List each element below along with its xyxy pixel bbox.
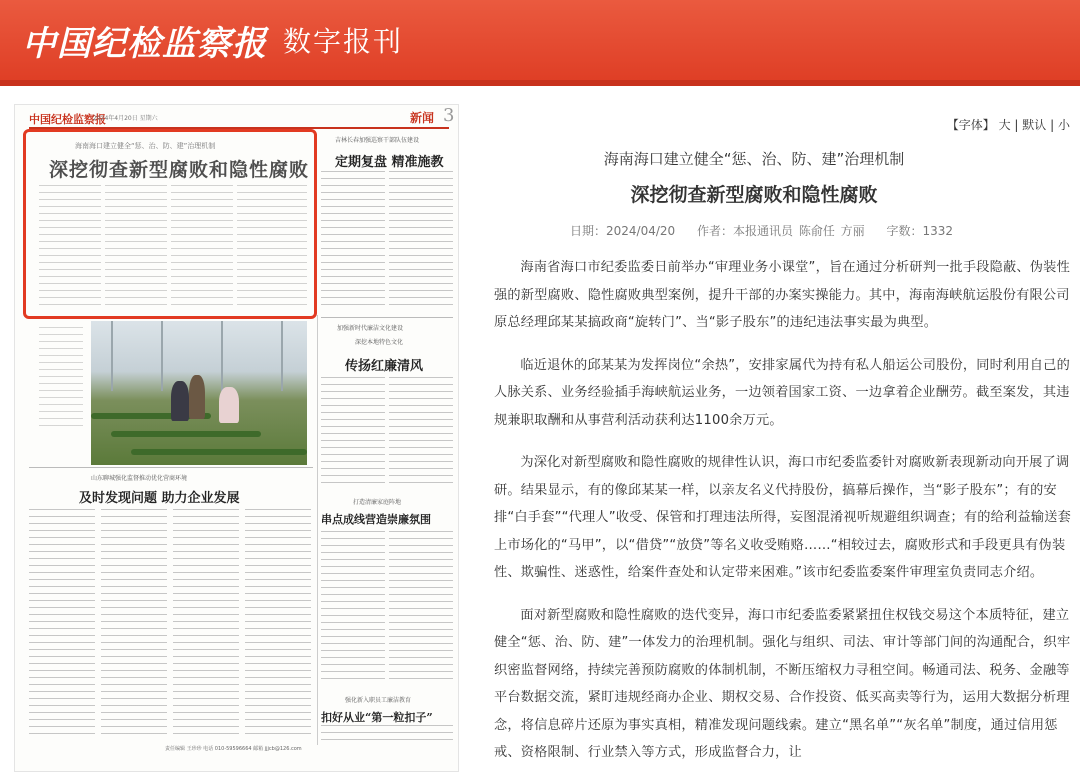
paper-side2-title[interactable]: 传扬红廉清风 (345, 359, 424, 374)
paper-photo[interactable] (91, 321, 307, 465)
paper-side3-title[interactable]: 串点成线营造崇廉氛围 (321, 513, 431, 526)
article-title: 深挖彻查新型腐败和隐性腐败 (630, 184, 878, 206)
site-header (0, 0, 1080, 86)
paper-side4-kicker: 强化新入职员工廉洁教育 (345, 697, 412, 704)
paper-text-column (29, 509, 95, 739)
header-stripe (0, 80, 1080, 86)
font-size-default-button[interactable]: 默认 (1022, 118, 1047, 132)
article-panel (474, 104, 1080, 774)
paper-text-column (39, 327, 83, 427)
font-size-controls: 【字体】 大 | 默认 | 小 (946, 118, 1070, 132)
article-meta (570, 222, 953, 239)
paper-bottom-title[interactable]: 及时发现问题 助力企业发展 (79, 491, 240, 506)
paper-main-kicker: 海南海口建立健全“惩、治、防、建”治理机制 (75, 142, 216, 150)
paper-main-title: 深挖彻查新型腐败和隐性腐败 (49, 159, 310, 181)
photo-person (219, 387, 239, 423)
paper-footer: 责任编辑 王珍珍 电话 010-59596664 邮箱 jjjcb@126.com (165, 746, 302, 752)
font-size-label: 【字体】 (946, 118, 995, 132)
font-size-large-button[interactable]: 大 (998, 118, 1011, 132)
article-paragraph: 面对新型腐败和隐性腐败的迭代变异，海口市纪委监委紧紧扭住权钱交易这个本质特征，建立健全“惩、治、防、建”一体发力的治理机制。强化与组织、司法、审计等部门间的沟通配合，织牢织密监督网络，持续完善预防腐败的体制机制，不断压缩权力寻租空间。畅通司法、税务、金融等平台数据交流，紧盯违规经商办企业、期权交易、合作投资、低买高卖等行为，运用大数据分析理念，将信息碎片还原为事实真相，精准发现问题线索。建立“黑名单”“灰名单”制度，通过信用惩戒、资格限制、行业禁入等方式，形成监督合力，让 (494, 607, 1071, 760)
paper-side3-kicker: 打造清廉家庭阵地 (353, 499, 402, 506)
newspaper-page[interactable] (14, 104, 459, 772)
paper-masthead: 中国纪检监察报 (29, 113, 106, 126)
words-label: 字数： (886, 224, 923, 238)
paper-side4-title[interactable]: 扣好从业“第一粒扣子” (321, 711, 433, 724)
paper-text-column (173, 509, 239, 739)
paper-bottom-kicker: 山东聊城强化监督推动优化营商环境 (91, 475, 188, 482)
article-author: 本报通讯员 陈俞任 方丽 (733, 224, 865, 238)
paper-section: 新闻 (410, 111, 435, 125)
paper-text-column (321, 377, 385, 487)
paper-date-line: 2024年4月20日 星期六 (93, 115, 158, 122)
site-subtitle: 数字报刊 (283, 25, 404, 58)
paper-page-number: 3 (443, 105, 455, 126)
paper-text-column (389, 171, 453, 311)
brand[interactable] (22, 12, 403, 68)
site-logo[interactable]: 中国纪检监察报 (22, 23, 267, 64)
paper-text-column (321, 725, 453, 745)
paper-text-column (321, 531, 385, 681)
paper-text-column (389, 531, 453, 681)
paper-text-column (321, 171, 385, 311)
paper-text-column (389, 377, 453, 487)
article-date: 2024/04/20 (606, 224, 676, 238)
paper-side1-kicker: 吉林长春加强巡察干部队伍建设 (335, 137, 420, 144)
selected-article-highlight[interactable] (23, 129, 317, 319)
photo-person (189, 375, 205, 419)
article-word-count: 1332 (922, 224, 954, 238)
author-label: 作者： (697, 224, 734, 238)
photo-person (171, 381, 189, 421)
date-label: 日期： (570, 224, 607, 238)
paper-text-column (101, 509, 167, 739)
paper-side1-title[interactable]: 定期复盘 精准施教 (335, 155, 444, 170)
paper-side2-label: 加强新时代廉洁文化建设 (337, 325, 404, 332)
article-paragraph: 临近退休的邱某某为发挥岗位“余热”，安排家属代为持有私人船运公司股份，同时利用自己的人脉关系、业务经验插手海峡航运业务，一边领着国家工资、一边拿着企业酬劳。截至案发，其违规兼职取酬和从事营利活动获利达1100余万元。 (494, 357, 1070, 428)
article-paragraph: 为深化对新型腐败和隐性腐败的规律性认识，海口市纪委监委针对腐败新表现新动向开展了调研。结果显示，有的像邱某某一样，以亲友名义代持股份，搞幕后操作，当“影子股东”；有的安排“白手套”“代理人”收受、保管和打理违法所得，妄图混淆视听规避组织调查；有的给利益输送套上市场化的“马甲”，以“借贷”“放贷”等名义收受贿赂……“相较过去，腐败形式和手段更具有伪装性、欺骗性、迷惑性，给案件查处和认定带来困难。”该市纪委监委案件审理室负责同志介绍。 (494, 455, 1072, 580)
paper-text-column (245, 509, 311, 739)
article-kicker: 海南海口建立健全“惩、治、防、建”治理机制 (603, 150, 905, 168)
article-body (494, 254, 1074, 782)
article-paragraph: 海南省海口市纪委监委日前举办“审理业务小课堂”，旨在通过分析研判一批手段隐蔽、伪装性强的新型腐败、隐性腐败典型案例，提升干部的办案实操能力。其中，海南海峡航运股份有限公司原总经理邱某某搞政商“旋转门”、当“影子股东”的违纪违法事实最为典型。 (494, 260, 1070, 330)
font-size-small-button[interactable]: 小 (1057, 118, 1070, 132)
paper-side2-kicker: 深挖本地特色文化 (355, 339, 404, 346)
